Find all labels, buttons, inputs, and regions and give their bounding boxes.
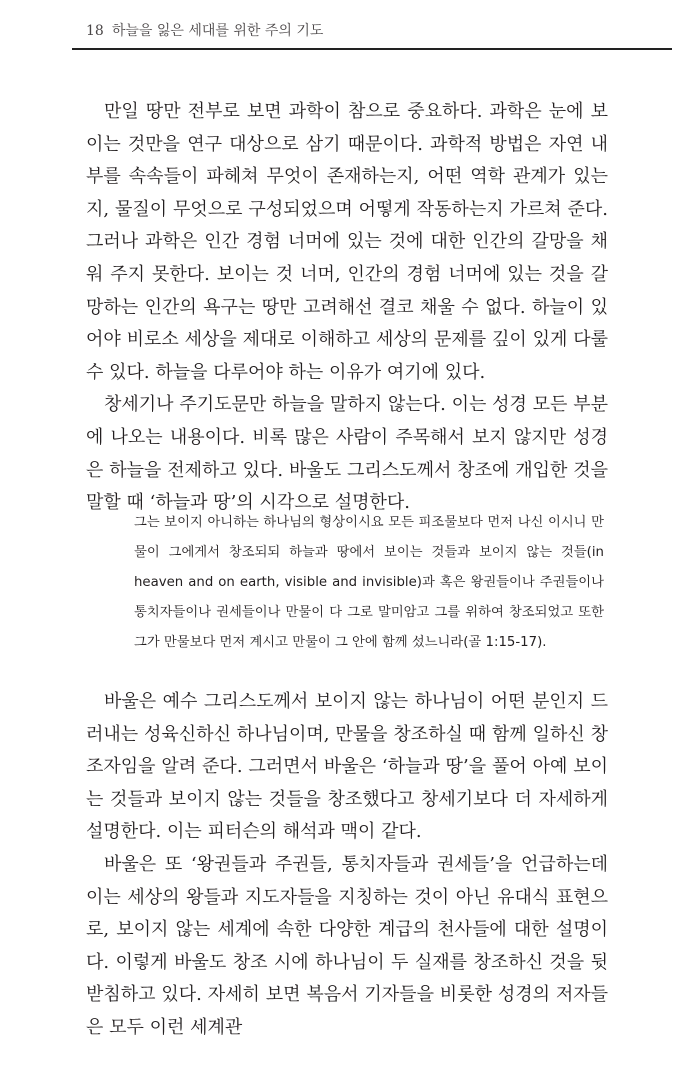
paragraph: 창세기나 주기도문만 하늘을 말하지 않는다. 이는 성경 모든 부분에 나오는 내용이다. 비록 많은 사람이 주목해서 보지 않지만 성경은 하늘을 전제하고 있다. 바울도 그리스도께서 창조에 개입한 것을 말할 때 ‘하늘과 땅’의 시각으로 설명한다. xyxy=(86,394,608,514)
paragraph: 바울은 예수 그리스도께서 보이지 않는 하나님이 어떤 분인지 드러내는 성육신하신 하나님이며, 만물을 창조하실 때 함께 일하신 창조자임을 알려 준다. 그러면서 바울은 ‘하늘과 땅’을 풀어 아예 보이는 것들과 보이지 않는 것들을 창조했다고 창세기보다 더 자세하게 설명한다. 이는 피터슨의 해석과 맥이 같다. xyxy=(86,691,608,843)
page-number: 18 xyxy=(86,23,104,39)
paragraph: 바울은 또 ‘왕권들과 주권들, 통치자들과 권세들’을 언급하는데 이는 세상의 왕들과 지도자들을 지칭하는 것이 아닌 유대식 표현으로, 보이지 않는 세계에 속한 다양한 계급의 천사들에 대한 설명이다. 이렇게 바울도 창조 시에 하나님이 두 실재를 창조하신 것을 뒷받침하고 있다. 자세히 보면 복음서 기자들을 비롯한 성경의 저자들은 모두 이런 세계관 xyxy=(86,853,608,1038)
block-quote xyxy=(134,508,604,658)
header-rule xyxy=(72,48,672,50)
running-header xyxy=(86,20,323,40)
quote-text: 그는 보이지 아니하는 하나님의 형상이시요 모든 피조물보다 먼저 나신 이시니 만물이 그에게서 창조되되 하늘과 땅에서 보이는 것들과 보이지 않는 것들(in heaven and on earth, visible and invisible)과 혹은 왕권들이나 주권들이나 통치자들이나 권세들이나 만물이 다 그로 말미암고 그를 위하여 창조되었고 또한 그가 만물보다 먼저 계시고 만물이 그 안에 함께 섰느니라(골 1:15-17). xyxy=(134,515,604,650)
paragraph: 만일 땅만 전부로 보면 과학이 참으로 중요하다. 과학은 눈에 보이는 것만을 연구 대상으로 삼기 때문이다. 과학적 방법은 자연 내부를 속속들이 파헤쳐 무엇이 존재하는지, 어떤 역학 관계가 있는지, 물질이 무엇으로 구성되었으며 어떻게 작동하는지 가르쳐 준다. 그러나 과학은 인간 경험 너머에 있는 것에 대한 인간의 갈망을 채워 주지 못한다. 보이는 것 너머, 인간의 경험 너머에 있는 것을 갈망하는 인간의 욕구는 땅만 고려해선 결코 채울 수 없다. 하늘이 있어야 비로소 세상을 제대로 이해하고 세상의 문제를 깊이 있게 다룰 수 있다. 하늘을 다루어야 하는 이유가 여기에 있다. xyxy=(86,101,608,383)
running-title: 하늘을 잃은 세대를 위한 주의 기도 xyxy=(111,23,324,39)
body-text-top xyxy=(86,96,608,520)
body-text-bottom xyxy=(86,686,608,1045)
